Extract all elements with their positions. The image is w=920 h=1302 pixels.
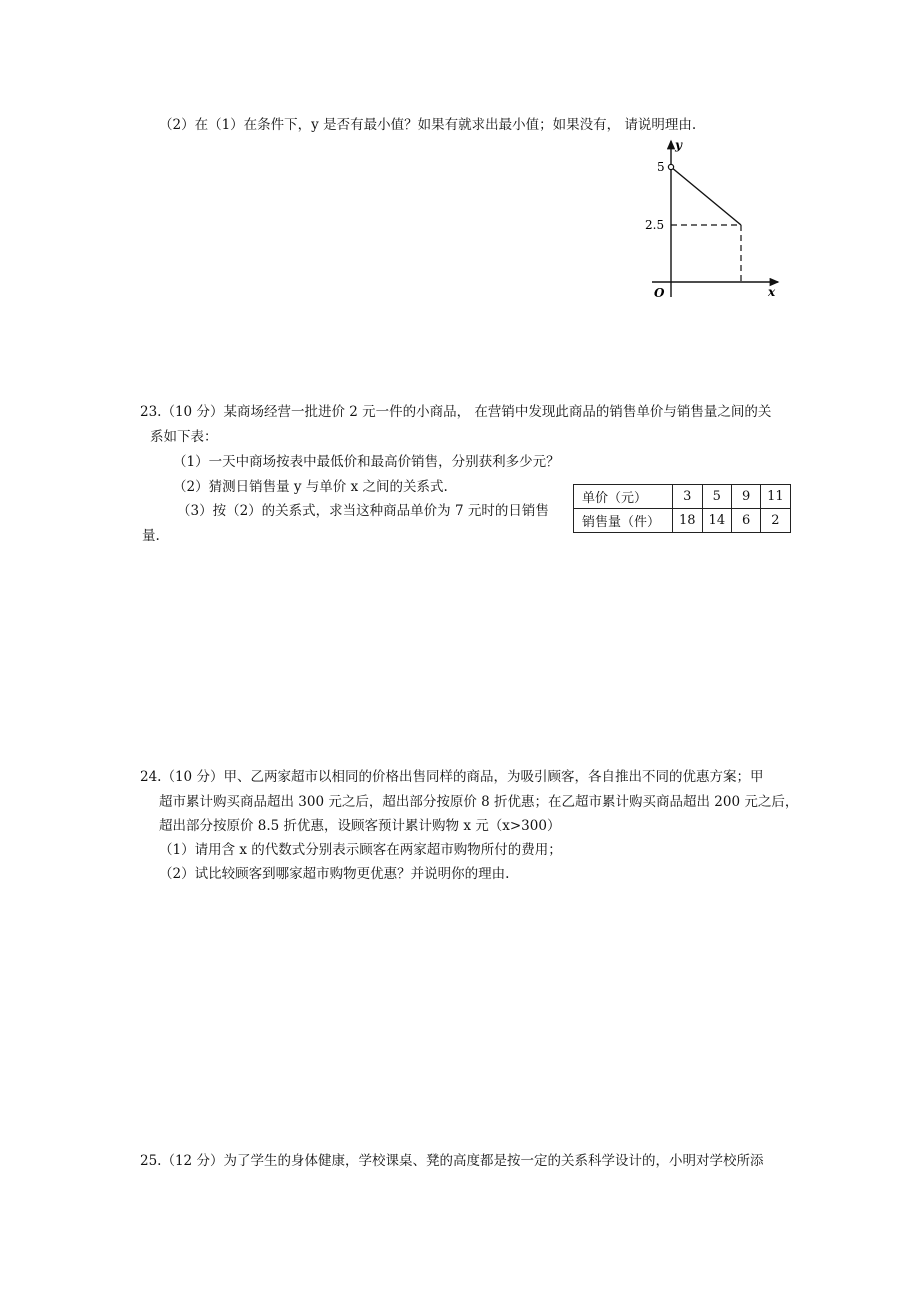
table-cell: 18	[673, 509, 703, 533]
question-24-part-1: （1）请用含 x 的代数式分别表示顾客在两家超市购物所付的费用；	[159, 842, 562, 858]
question-22-part-2: （2）在（1）在条件下，y 是否有最小值？如果有就求出最小值；如果没有， 请说明理由.	[159, 117, 697, 133]
table-row-price	[574, 485, 791, 509]
question-23-part-2: （2）猜测日销售量 y 与单价 x 之间的关系式.	[173, 479, 448, 495]
question-25-heading: 25.（12 分）为了学生的身体健康，学校课桌、凳的高度都是按一定的关系科学设计的，小明对学校所添	[140, 1153, 764, 1169]
table-cell: 5	[702, 485, 732, 509]
tick-label-2-5: 2.5	[645, 218, 665, 232]
tick-label-5: 5	[657, 160, 665, 174]
price-sales-table	[573, 484, 791, 533]
table-cell: 9	[732, 485, 761, 509]
question-24-line-3: 超出部分按原价 8.5 折优惠，设顾客预计累计购物 x 元（x>300）	[159, 818, 561, 834]
row-label-sales: 销售量（件）	[574, 509, 673, 533]
question-23-part-3-cont: 量.	[142, 528, 160, 544]
question-24-heading: 24.（10 分）甲、乙两家超市以相同的价格出售同样的商品，为吸引顾客，各自推出不同的优惠方案；甲	[140, 769, 764, 785]
function-graph	[640, 135, 785, 300]
x-axis-label: x	[768, 285, 776, 299]
question-24-part-2: （2）试比较顾客到哪家超市购物更优惠？并说明你的理由.	[159, 866, 510, 882]
table-cell: 2	[761, 509, 791, 533]
open-point	[668, 164, 673, 169]
row-label-price: 单价（元）	[574, 485, 673, 509]
y-axis-label: y	[675, 138, 682, 152]
question-23-heading: 23.（10 分）某商场经营一批进价 2 元一件的小商品， 在营销中发现此商品的销售单价与销售量之间的关	[140, 404, 772, 420]
table-cell: 11	[761, 485, 791, 509]
table-cell: 6	[732, 509, 761, 533]
graph-segment	[671, 167, 741, 225]
question-24-line-2: 超市累计购买商品超出 300 元之后，超出部分按原价 8 折优惠；在乙超市累计购买商品超出 200 元之后，	[159, 794, 799, 810]
question-23-part-3: （3）按（2）的关系式，求当这种商品单价为 7 元时的日销售	[177, 503, 549, 519]
question-23-part-1: （1）一天中商场按表中最低价和最高价销售，分别获利多少元？	[173, 454, 560, 470]
table-row-sales	[574, 509, 791, 533]
table-cell: 14	[702, 509, 732, 533]
question-23-heading-cont: 系如下表：	[150, 429, 218, 445]
origin-label: O	[654, 286, 665, 300]
table-cell: 3	[673, 485, 703, 509]
